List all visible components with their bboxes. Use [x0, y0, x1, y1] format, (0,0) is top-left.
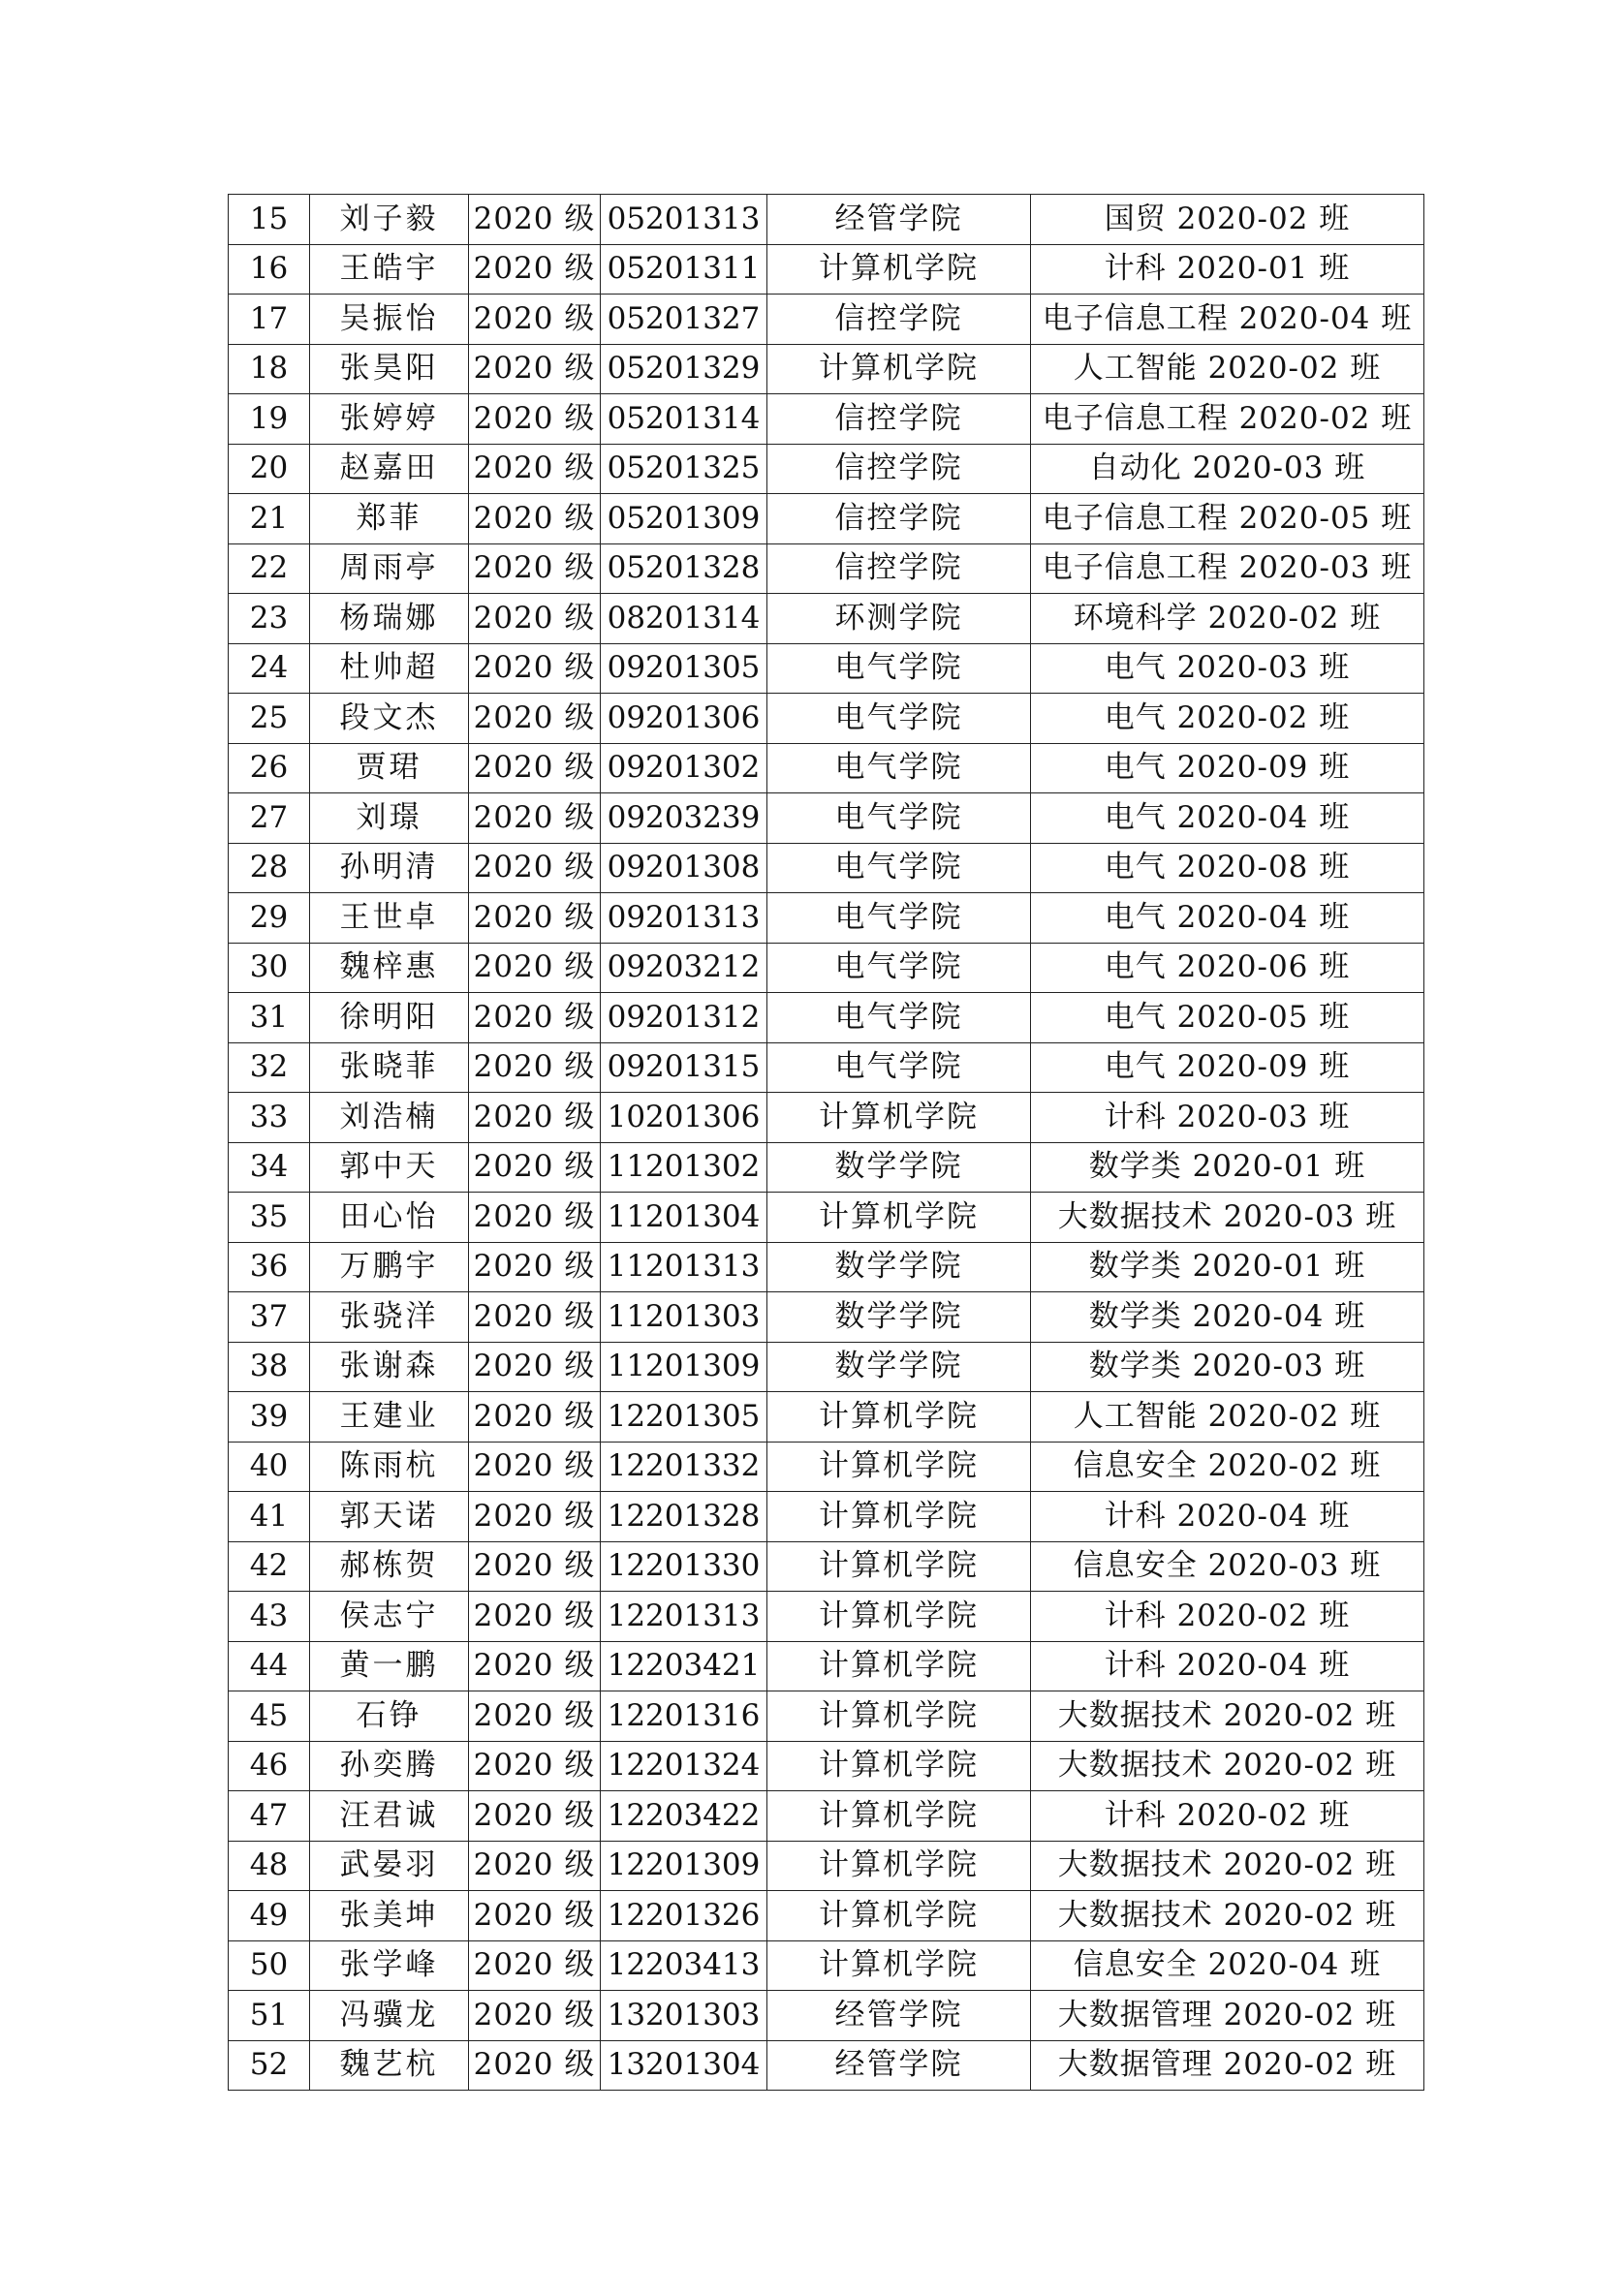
student-id-cell: 12201330 — [601, 1541, 767, 1592]
student-name-cell: 王皓宇 — [310, 244, 469, 295]
grade-cell: 2020 级 — [469, 993, 601, 1043]
student-id-cell: 13201303 — [601, 1991, 767, 2041]
table-row — [229, 643, 1424, 694]
grade-cell: 2020 级 — [469, 295, 601, 345]
college-cell: 计算机学院 — [767, 1392, 1031, 1443]
grade-cell: 2020 级 — [469, 1841, 601, 1891]
table-row — [229, 195, 1424, 245]
class-cell: 电气 2020-03 班 — [1031, 643, 1424, 694]
grade-cell: 2020 级 — [469, 1142, 601, 1193]
class-cell: 电气 2020-04 班 — [1031, 893, 1424, 944]
student-name-cell: 陈雨杭 — [310, 1442, 469, 1492]
row-number-cell: 24 — [229, 643, 310, 694]
student-id-cell: 09203212 — [601, 943, 767, 993]
table-row — [229, 694, 1424, 744]
table-row — [229, 295, 1424, 345]
grade-cell: 2020 级 — [469, 943, 601, 993]
student-id-cell: 12201309 — [601, 1841, 767, 1891]
table-row — [229, 1891, 1424, 1941]
student-id-cell: 09201312 — [601, 993, 767, 1043]
student-name-cell: 吴振怡 — [310, 295, 469, 345]
grade-cell: 2020 级 — [469, 743, 601, 793]
class-cell: 电气 2020-09 班 — [1031, 1042, 1424, 1093]
student-id-cell: 11201302 — [601, 1142, 767, 1193]
table-row — [229, 2040, 1424, 2091]
class-cell: 大数据技术 2020-02 班 — [1031, 1891, 1424, 1941]
grade-cell: 2020 级 — [469, 643, 601, 694]
student-name-cell: 孙奕腾 — [310, 1741, 469, 1791]
student-id-cell: 11201303 — [601, 1292, 767, 1343]
student-name-cell: 魏艺杭 — [310, 2040, 469, 2091]
row-number-cell: 21 — [229, 494, 310, 544]
class-cell: 数学类 2020-01 班 — [1031, 1142, 1424, 1193]
row-number-cell: 35 — [229, 1193, 310, 1243]
row-number-cell: 49 — [229, 1891, 310, 1941]
college-cell: 计算机学院 — [767, 1841, 1031, 1891]
student-id-cell: 05201329 — [601, 344, 767, 394]
grade-cell: 2020 级 — [469, 444, 601, 494]
table-row — [229, 1093, 1424, 1143]
grade-cell: 2020 级 — [469, 1392, 601, 1443]
grade-cell: 2020 级 — [469, 1641, 601, 1691]
class-cell: 环境科学 2020-02 班 — [1031, 594, 1424, 644]
grade-cell: 2020 级 — [469, 893, 601, 944]
student-id-cell: 12201313 — [601, 1592, 767, 1642]
student-name-cell: 田心怡 — [310, 1193, 469, 1243]
table-row — [229, 1492, 1424, 1542]
table-row — [229, 1442, 1424, 1492]
class-cell: 信息安全 2020-03 班 — [1031, 1541, 1424, 1592]
row-number-cell: 23 — [229, 594, 310, 644]
college-cell: 数学学院 — [767, 1142, 1031, 1193]
student-name-cell: 王世卓 — [310, 893, 469, 944]
class-cell: 人工智能 2020-02 班 — [1031, 1392, 1424, 1443]
student-name-cell: 孙明清 — [310, 843, 469, 893]
row-number-cell: 15 — [229, 195, 310, 245]
row-number-cell: 45 — [229, 1691, 310, 1742]
class-cell: 数学类 2020-04 班 — [1031, 1292, 1424, 1343]
college-cell: 电气学院 — [767, 793, 1031, 844]
grade-cell: 2020 级 — [469, 1741, 601, 1791]
student-id-cell: 12201324 — [601, 1741, 767, 1791]
student-id-cell: 12201332 — [601, 1442, 767, 1492]
table-row — [229, 1242, 1424, 1292]
class-cell: 大数据管理 2020-02 班 — [1031, 2040, 1424, 2091]
college-cell: 数学学院 — [767, 1342, 1031, 1392]
college-cell: 电气学院 — [767, 1042, 1031, 1093]
college-cell: 计算机学院 — [767, 1093, 1031, 1143]
college-cell: 经管学院 — [767, 2040, 1031, 2091]
student-name-cell: 刘璟 — [310, 793, 469, 844]
student-id-cell: 12201326 — [601, 1891, 767, 1941]
college-cell: 数学学院 — [767, 1292, 1031, 1343]
college-cell: 电气学院 — [767, 694, 1031, 744]
class-cell: 电气 2020-08 班 — [1031, 843, 1424, 893]
grade-cell: 2020 级 — [469, 1991, 601, 2041]
row-number-cell: 42 — [229, 1541, 310, 1592]
row-number-cell: 22 — [229, 543, 310, 594]
class-cell: 电气 2020-04 班 — [1031, 793, 1424, 844]
student-id-cell: 12203421 — [601, 1641, 767, 1691]
student-name-cell: 郭中天 — [310, 1142, 469, 1193]
college-cell: 电气学院 — [767, 843, 1031, 893]
table-row — [229, 494, 1424, 544]
student-name-cell: 郭天诺 — [310, 1492, 469, 1542]
student-name-cell: 万鹏宇 — [310, 1242, 469, 1292]
class-cell: 计科 2020-01 班 — [1031, 244, 1424, 295]
table-row — [229, 594, 1424, 644]
college-cell: 计算机学院 — [767, 1193, 1031, 1243]
student-name-cell: 冯骥龙 — [310, 1991, 469, 2041]
student-name-cell: 段文杰 — [310, 694, 469, 744]
college-cell: 经管学院 — [767, 1991, 1031, 2041]
row-number-cell: 46 — [229, 1741, 310, 1791]
table-row — [229, 993, 1424, 1043]
row-number-cell: 40 — [229, 1442, 310, 1492]
row-number-cell: 39 — [229, 1392, 310, 1443]
college-cell: 计算机学院 — [767, 1791, 1031, 1842]
student-name-cell: 刘子毅 — [310, 195, 469, 245]
table-row — [229, 1541, 1424, 1592]
table-row — [229, 394, 1424, 445]
row-number-cell: 38 — [229, 1342, 310, 1392]
grade-cell: 2020 级 — [469, 394, 601, 445]
class-cell: 大数据管理 2020-02 班 — [1031, 1991, 1424, 2041]
student-id-cell: 05201309 — [601, 494, 767, 544]
student-name-cell: 张谢森 — [310, 1342, 469, 1392]
grade-cell: 2020 级 — [469, 1242, 601, 1292]
student-name-cell: 张学峰 — [310, 1940, 469, 1991]
grade-cell: 2020 级 — [469, 1791, 601, 1842]
student-name-cell: 张晓菲 — [310, 1042, 469, 1093]
row-number-cell: 37 — [229, 1292, 310, 1343]
college-cell: 计算机学院 — [767, 244, 1031, 295]
row-number-cell: 26 — [229, 743, 310, 793]
student-name-cell: 周雨亭 — [310, 543, 469, 594]
college-cell: 电气学院 — [767, 643, 1031, 694]
student-id-cell: 11201313 — [601, 1242, 767, 1292]
college-cell: 计算机学院 — [767, 1741, 1031, 1791]
row-number-cell: 44 — [229, 1641, 310, 1691]
table-row — [229, 543, 1424, 594]
grade-cell: 2020 级 — [469, 195, 601, 245]
class-cell: 信息安全 2020-04 班 — [1031, 1940, 1424, 1991]
row-number-cell: 41 — [229, 1492, 310, 1542]
student-id-cell: 09201308 — [601, 843, 767, 893]
college-cell: 电气学院 — [767, 743, 1031, 793]
student-id-cell: 11201304 — [601, 1193, 767, 1243]
class-cell: 电气 2020-05 班 — [1031, 993, 1424, 1043]
table-row — [229, 244, 1424, 295]
grade-cell: 2020 级 — [469, 1592, 601, 1642]
student-id-cell: 05201327 — [601, 295, 767, 345]
grade-cell: 2020 级 — [469, 344, 601, 394]
student-id-cell: 09201302 — [601, 743, 767, 793]
college-cell: 信控学院 — [767, 394, 1031, 445]
grade-cell: 2020 级 — [469, 1193, 601, 1243]
class-cell: 电子信息工程 2020-02 班 — [1031, 394, 1424, 445]
student-id-cell: 11201309 — [601, 1342, 767, 1392]
class-cell: 计科 2020-04 班 — [1031, 1492, 1424, 1542]
grade-cell: 2020 级 — [469, 494, 601, 544]
row-number-cell: 32 — [229, 1042, 310, 1093]
college-cell: 计算机学院 — [767, 1940, 1031, 1991]
student-name-cell: 王建业 — [310, 1392, 469, 1443]
college-cell: 信控学院 — [767, 494, 1031, 544]
document-page — [228, 194, 1424, 2091]
student-id-cell: 10201306 — [601, 1093, 767, 1143]
row-number-cell: 25 — [229, 694, 310, 744]
table-row — [229, 1641, 1424, 1691]
college-cell: 计算机学院 — [767, 1891, 1031, 1941]
row-number-cell: 36 — [229, 1242, 310, 1292]
table-row — [229, 344, 1424, 394]
student-name-cell: 张昊阳 — [310, 344, 469, 394]
student-id-cell: 05201328 — [601, 543, 767, 594]
row-number-cell: 18 — [229, 344, 310, 394]
grade-cell: 2020 级 — [469, 1342, 601, 1392]
student-name-cell: 徐明阳 — [310, 993, 469, 1043]
table-row — [229, 1342, 1424, 1392]
class-cell: 电气 2020-09 班 — [1031, 743, 1424, 793]
student-id-cell: 09201305 — [601, 643, 767, 694]
table-row — [229, 1940, 1424, 1991]
student-name-cell: 贾珺 — [310, 743, 469, 793]
college-cell: 电气学院 — [767, 893, 1031, 944]
class-cell: 数学类 2020-03 班 — [1031, 1342, 1424, 1392]
grade-cell: 2020 级 — [469, 1492, 601, 1542]
college-cell: 计算机学院 — [767, 1641, 1031, 1691]
grade-cell: 2020 级 — [469, 843, 601, 893]
grade-cell: 2020 级 — [469, 1891, 601, 1941]
grade-cell: 2020 级 — [469, 793, 601, 844]
row-number-cell: 27 — [229, 793, 310, 844]
table-row — [229, 1841, 1424, 1891]
college-cell: 信控学院 — [767, 444, 1031, 494]
student-id-cell: 12201328 — [601, 1492, 767, 1542]
grade-cell: 2020 级 — [469, 1541, 601, 1592]
student-name-cell: 武晏羽 — [310, 1841, 469, 1891]
grade-cell: 2020 级 — [469, 2040, 601, 2091]
college-cell: 信控学院 — [767, 543, 1031, 594]
grade-cell: 2020 级 — [469, 1093, 601, 1143]
table-row — [229, 793, 1424, 844]
student-name-cell: 汪君诚 — [310, 1791, 469, 1842]
student-id-cell: 09203239 — [601, 793, 767, 844]
roster-body — [229, 195, 1424, 2091]
class-cell: 电子信息工程 2020-05 班 — [1031, 494, 1424, 544]
class-cell: 大数据技术 2020-02 班 — [1031, 1841, 1424, 1891]
table-row — [229, 1791, 1424, 1842]
class-cell: 计科 2020-04 班 — [1031, 1641, 1424, 1691]
student-name-cell: 张美坤 — [310, 1891, 469, 1941]
row-number-cell: 51 — [229, 1991, 310, 2041]
table-row — [229, 1292, 1424, 1343]
row-number-cell: 52 — [229, 2040, 310, 2091]
college-cell: 计算机学院 — [767, 1541, 1031, 1592]
student-id-cell: 12201305 — [601, 1392, 767, 1443]
student-name-cell: 郝栋贺 — [310, 1541, 469, 1592]
table-row — [229, 1691, 1424, 1742]
student-name-cell: 刘浩楠 — [310, 1093, 469, 1143]
row-number-cell: 43 — [229, 1592, 310, 1642]
class-cell: 大数据技术 2020-03 班 — [1031, 1193, 1424, 1243]
student-id-cell: 12203413 — [601, 1940, 767, 1991]
table-row — [229, 1392, 1424, 1443]
student-id-cell: 09201313 — [601, 893, 767, 944]
grade-cell: 2020 级 — [469, 244, 601, 295]
student-id-cell: 05201314 — [601, 394, 767, 445]
grade-cell: 2020 级 — [469, 694, 601, 744]
row-number-cell: 20 — [229, 444, 310, 494]
class-cell: 电气 2020-02 班 — [1031, 694, 1424, 744]
class-cell: 大数据技术 2020-02 班 — [1031, 1741, 1424, 1791]
table-row — [229, 444, 1424, 494]
student-id-cell: 09201306 — [601, 694, 767, 744]
class-cell: 人工智能 2020-02 班 — [1031, 344, 1424, 394]
class-cell: 电子信息工程 2020-04 班 — [1031, 295, 1424, 345]
row-number-cell: 47 — [229, 1791, 310, 1842]
student-name-cell: 石铮 — [310, 1691, 469, 1742]
class-cell: 国贸 2020-02 班 — [1031, 195, 1424, 245]
table-row — [229, 843, 1424, 893]
row-number-cell: 50 — [229, 1940, 310, 1991]
table-row — [229, 1142, 1424, 1193]
student-id-cell: 12203422 — [601, 1791, 767, 1842]
class-cell: 自动化 2020-03 班 — [1031, 444, 1424, 494]
class-cell: 电子信息工程 2020-03 班 — [1031, 543, 1424, 594]
table-row — [229, 1991, 1424, 2041]
class-cell: 计科 2020-02 班 — [1031, 1791, 1424, 1842]
student-name-cell: 杜帅超 — [310, 643, 469, 694]
college-cell: 计算机学院 — [767, 344, 1031, 394]
student-name-cell: 张婷婷 — [310, 394, 469, 445]
grade-cell: 2020 级 — [469, 1292, 601, 1343]
student-id-cell: 08201314 — [601, 594, 767, 644]
class-cell: 计科 2020-03 班 — [1031, 1093, 1424, 1143]
table-row — [229, 743, 1424, 793]
college-cell: 经管学院 — [767, 195, 1031, 245]
college-cell: 电气学院 — [767, 943, 1031, 993]
college-cell: 电气学院 — [767, 993, 1031, 1043]
student-name-cell: 张骁洋 — [310, 1292, 469, 1343]
table-row — [229, 1741, 1424, 1791]
student-name-cell: 郑菲 — [310, 494, 469, 544]
student-id-cell: 05201313 — [601, 195, 767, 245]
student-id-cell: 09201315 — [601, 1042, 767, 1093]
student-name-cell: 赵嘉田 — [310, 444, 469, 494]
grade-cell: 2020 级 — [469, 1691, 601, 1742]
row-number-cell: 19 — [229, 394, 310, 445]
student-name-cell: 杨瑞娜 — [310, 594, 469, 644]
row-number-cell: 29 — [229, 893, 310, 944]
grade-cell: 2020 级 — [469, 1940, 601, 1991]
table-row — [229, 943, 1424, 993]
college-cell: 计算机学院 — [767, 1492, 1031, 1542]
student-name-cell: 侯志宁 — [310, 1592, 469, 1642]
student-name-cell: 黄一鹏 — [310, 1641, 469, 1691]
college-cell: 计算机学院 — [767, 1592, 1031, 1642]
table-row — [229, 893, 1424, 944]
student-roster-table — [228, 194, 1424, 2091]
row-number-cell: 33 — [229, 1093, 310, 1143]
table-row — [229, 1042, 1424, 1093]
college-cell: 数学学院 — [767, 1242, 1031, 1292]
row-number-cell: 28 — [229, 843, 310, 893]
table-row — [229, 1592, 1424, 1642]
row-number-cell: 31 — [229, 993, 310, 1043]
row-number-cell: 16 — [229, 244, 310, 295]
student-id-cell: 12201316 — [601, 1691, 767, 1742]
row-number-cell: 17 — [229, 295, 310, 345]
student-id-cell: 05201325 — [601, 444, 767, 494]
grade-cell: 2020 级 — [469, 543, 601, 594]
grade-cell: 2020 级 — [469, 594, 601, 644]
table-row — [229, 1193, 1424, 1243]
class-cell: 信息安全 2020-02 班 — [1031, 1442, 1424, 1492]
class-cell: 电气 2020-06 班 — [1031, 943, 1424, 993]
college-cell: 环测学院 — [767, 594, 1031, 644]
row-number-cell: 30 — [229, 943, 310, 993]
grade-cell: 2020 级 — [469, 1042, 601, 1093]
row-number-cell: 48 — [229, 1841, 310, 1891]
college-cell: 计算机学院 — [767, 1691, 1031, 1742]
class-cell: 数学类 2020-01 班 — [1031, 1242, 1424, 1292]
student-name-cell: 魏梓惠 — [310, 943, 469, 993]
class-cell: 计科 2020-02 班 — [1031, 1592, 1424, 1642]
grade-cell: 2020 级 — [469, 1442, 601, 1492]
student-id-cell: 13201304 — [601, 2040, 767, 2091]
row-number-cell: 34 — [229, 1142, 310, 1193]
college-cell: 计算机学院 — [767, 1442, 1031, 1492]
class-cell: 大数据技术 2020-02 班 — [1031, 1691, 1424, 1742]
student-id-cell: 05201311 — [601, 244, 767, 295]
college-cell: 信控学院 — [767, 295, 1031, 345]
